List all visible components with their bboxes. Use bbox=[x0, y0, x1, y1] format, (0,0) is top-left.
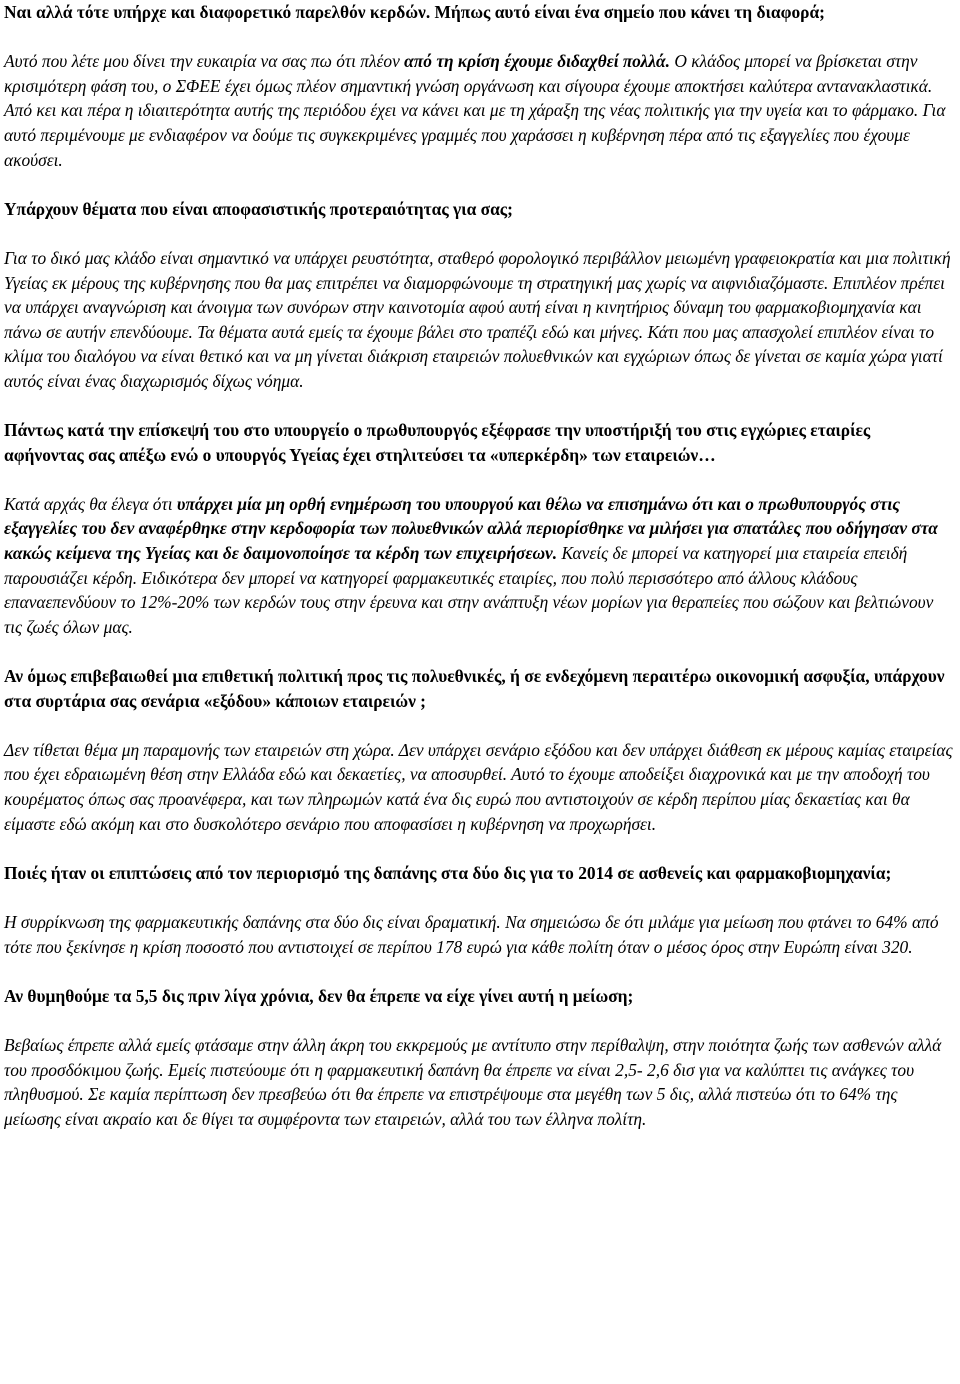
question-3: Πάντως κατά την επίσκεψή του στο υπουργείο ο πρωθυπουργός εξέφρασε την υποστήριξή του στις εγχώριες εταιρίες αφήνοντας σας απέξω ενώ ο υπουργός Υγείας έχει στηλιτεύσει τα «υπερκέρδη» των εταιρειών… bbox=[4, 420, 871, 465]
answer-3-text-a: Κατά αρχάς θα έλεγα ότι bbox=[4, 493, 177, 514]
paragraph-spacer bbox=[4, 172, 954, 197]
answer-4: Δεν τίθεται θέμα μη παραμονής των εταιρειών στη χώρα. Δεν υπάρχει σενάριο εξόδου και δεν υπάρχει διάθεση εκ μέρους καμίας εταιρείας που έχει εδραιωμένη θέση στην Ελλάδα εδώ και δεκαετίες, να αποσυρθεί. Αυτό το έχουμε αποδείξει διαχρονικά και με την αποδοχή του κουρέματος όπως σας προανέφερα, και των πληρωμών κατά ένα δις ευρώ που αντιστοιχούν σε κέρδη περίπου μίας δεκαετίας και θα είμαστε εδώ ακόμη και στο δυσκολότερο σενάριο που αποφασίσει η κυβέρνηση να προχωρήσει. bbox=[4, 739, 953, 834]
question-1: Ναι αλλά τότε υπήρχε και διαφορετικό παρελθόν κερδών. Μήπως αυτό είναι ένα σημείο που κάνει τη διαφορά; bbox=[4, 2, 825, 22]
question-6: Αν θυμηθούμε τα 5,5 δις πριν λίγα χρόνια, δεν θα έπρεπε να είχε γίνει αυτή η μείωση; bbox=[4, 985, 634, 1006]
answer-1-emphasis: από τη κρίση έχουμε διδαχθεί πολλά. bbox=[404, 51, 670, 72]
paragraph-spacer bbox=[4, 639, 954, 664]
paragraph-spacer bbox=[4, 959, 954, 984]
paragraph-spacer bbox=[4, 1008, 954, 1033]
paragraph-spacer bbox=[4, 836, 954, 861]
answer-3 bbox=[4, 492, 954, 640]
answer-1 bbox=[4, 49, 954, 172]
answer-5: Η συρρίκνωση της φαρμακευτικής δαπάνης στα δύο δις είναι δραματική. Να σημειώσω δε ότι μιλάμε για μείωση που φτάνει το 64% από τότε που ξεκίνησε η κρίση ποσοστό που αντιστοιχεί σε περίπου 178 ευρώ για κάθε πολίτη όταν ο μέσος όρος στην Ευρώπη είναι 320. bbox=[4, 911, 939, 957]
answer-1-text-b: Ο κλάδος μπορεί να βρίσκεται στην κρισιμότερη φάση του, ο ΣΦΕΕ έχει όμως πλέον σημαντική γνώση οργάνωση και σίγουρα έχουμε αποκτήσει καλύτερα αντανακλαστικά. Από κει και πέρα η ιδιαιτερότητα αυτής της περιόδου έχει να κάνει και με τη χάραξη της νέας πολιτικής για την υγεία και το φάρμακο. Για αυτό περιμένουμε με ενδιαφέρον να δούμε τις συγκεκριμένες γραμμές που χαράσσει η κυβέρνηση πέρα από τις εξαγγελίες που έχουμε ακούσει. bbox=[4, 51, 946, 170]
paragraph-spacer bbox=[4, 885, 954, 910]
question-2: Υπάρχουν θέματα που είναι αποφασιστικής προτεραιότητας για σας; bbox=[4, 198, 513, 219]
answer-3-emphasis: υπάρχει μία μη ορθή ενημέρωση του υπουργού και θέλω να επισημάνω ότι και ο πρωθυπουργός στις εξαγγελίες του δεν αναφέρθηκε στην κερδοφορία των πολυεθνικών αλλά περιορίσθηκε να μιλήσει για σπατάλες που οδήγησαν στα κακώς κείμενα της Υγείας και δε δαιμονοποίησε τα κέρδη των επιχειρήσεων. bbox=[4, 493, 938, 564]
paragraph-spacer bbox=[4, 713, 954, 738]
answer-3-text-b: Κανείς δε μπορεί να κατηγορεί μια εταιρεία επειδή παρουσιάζει κέρδη. Ειδικότερα δεν μπορεί να κατηγορεί φαρμακευτικές εταιρίες, που πολύ περισσότερο από άλλους κλάδους επαναεπενδύουν το 12%-20% των κερδών τους στην έρευνα και στην ανάπτυξη νέων μορίων για θεραπείες που σώζουν και βελτιώνουν τις ζωές όλων μας. bbox=[4, 543, 934, 637]
paragraph-spacer bbox=[4, 25, 954, 50]
paragraph-spacer bbox=[4, 467, 954, 492]
paragraph-spacer bbox=[4, 221, 954, 246]
paragraph-spacer bbox=[4, 394, 954, 419]
answer-6: Βεβαίως έπρεπε αλλά εμείς φτάσαμε στην άλλη άκρη του εκκρεμούς με αντίτυπο στην περίθαλψη, στην ποιότητα ζωής των ασθενών αλλά του προσδόκιμου ζωής. Εμείς πιστεύουμε ότι η φαρμακευτική δαπάνη θα έπρεπε να είναι 2,5- 2,6 δισ για να καλύπτει τις ανάγκες του πληθυσμού. Σε καμία περίπτωση δεν πρεσβεύω ότι θα έπρεπε να επιστρέψουμε στα μεγέθη των 5 δις, αλλά πιστεύω ότι το 64% της μείωσης είναι ακραίο και δε θίγει τα συμφέροντα των εταιρειών, αλλά του των έλληνα πολίτη. bbox=[4, 1034, 942, 1129]
document-body bbox=[4, 0, 954, 1131]
answer-1-text-a: Αυτό που λέτε μου δίνει την ευκαιρία να σας πω ότι πλέον bbox=[4, 51, 405, 72]
question-4: Αν όμως επιβεβαιωθεί μια επιθετική πολιτική προς τις πολυεθνικές, ή σε ενδεχόμενη περαιτέρω οικονομική ασφυξία, υπάρχουν στα συρτάρια σας σενάρια «εξόδου» κάποιων εταιρειών ; bbox=[4, 666, 945, 711]
question-5: Ποιές ήταν οι επιπτώσεις από τον περιορισμό της δαπάνης στα δύο δις για το 2014 σε ασθενείς και φαρμακοβιομηχανία; bbox=[4, 862, 892, 883]
answer-2: Για το δικό μας κλάδο είναι σημαντικό να υπάρχει ρευστότητα, σταθερό φορολογικό περιβάλλον μειωμένη γραφειοκρατία και μια πολιτική Υγείας εκ μέρους της κυβέρνησης που θα μας επιτρέπει να διαμορφώνουμε τη στρατηγική μας χωρίς να αιφνιδιαζόμαστε. Επιπλέον πρέπει να υπάρχει αναγνώριση και άνοιγμα των συνόρων στην καινοτομία αφού αυτή είναι η κινητήριος δύναμη του φαρμακοβιομηχανία και πάνω σε αυτήν επενδύουμε. Τα θέματα αυτά εμείς τα έχουμε βάλει στο τραπέζι εδώ και μήνες. Κάτι που μας απασχολεί επιπλέον είναι το κλίμα του διαλόγου να είναι θετικό και να μη γίνεται διάκριση εταιρειών πολυεθνικών και εγχώριων όπως δε γίνεται σε καμία χώρα γιατί αυτός είναι ένας διαχωρισμός δίχως νόημα. bbox=[4, 247, 951, 391]
